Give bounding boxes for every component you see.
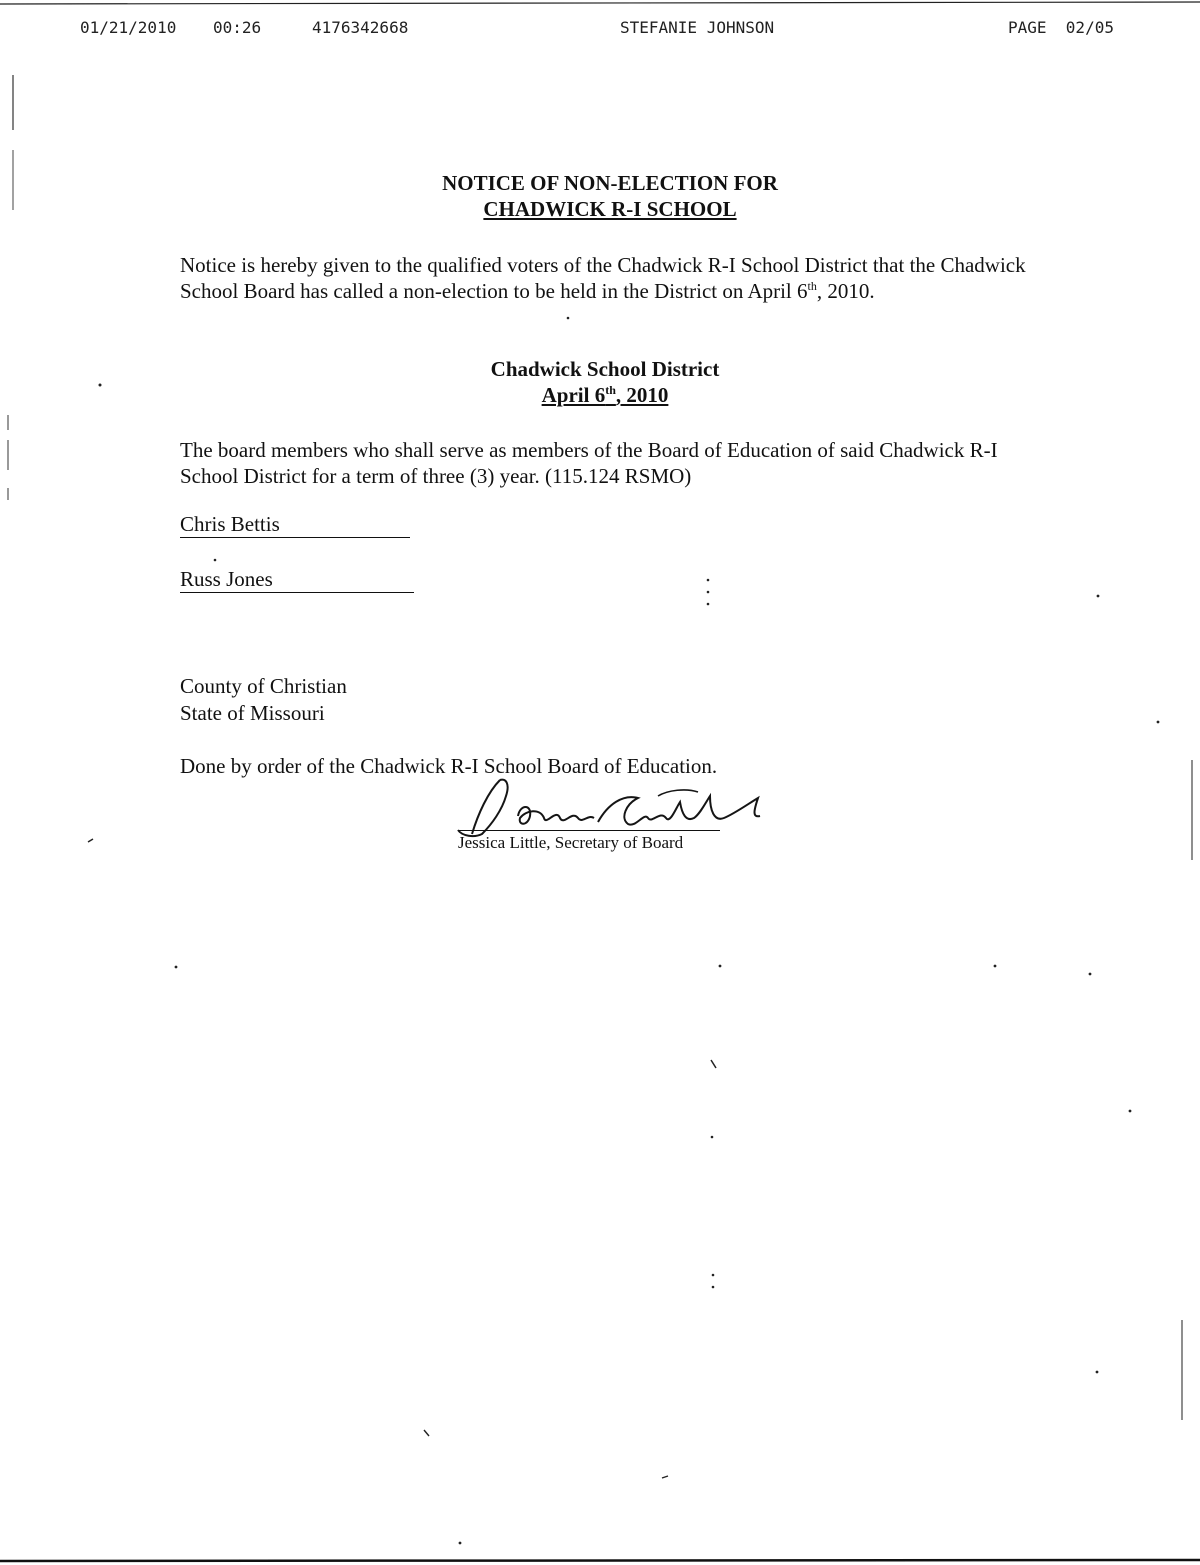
fax-date: 01/21/2010 [80, 18, 177, 37]
title-line-2: CHADWICK R-I SCHOOL [483, 197, 737, 221]
district-name: Chadwick School District [490, 357, 720, 381]
fax-page-number: PAGE 02/05 [1008, 18, 1114, 37]
title-line-1: NOTICE OF NON-ELECTION FOR [442, 171, 778, 195]
signer-caption: Jessica Little, Secretary of Board [458, 833, 684, 852]
fax-phone: 4176342668 [312, 18, 409, 37]
order-statement: Done by order of the Chadwick R-I School Board of Education. [180, 754, 718, 778]
notice-sup: th [807, 279, 817, 293]
county-name: County of Christian [180, 674, 347, 698]
notice-tail: , 2010. [816, 279, 875, 303]
state-name: State of Missouri [180, 701, 325, 725]
district-date-suffix: , 2010 [615, 383, 669, 407]
district-date-prefix: April 6 [541, 383, 606, 407]
board-member-name: Chris Bettis [180, 511, 410, 538]
board-member-name: Russ Jones [180, 566, 414, 593]
board-members-paragraph: The board members who shall serve as members of the Board of Education of said Chadwick R-I School District for a term of three (3) year. (115.124 RSMO) [180, 438, 998, 488]
district-date-sup: th [605, 383, 616, 397]
fax-sender: STEFANIE JOHNSON [620, 18, 775, 37]
notice-text: Notice is hereby given to the qualified voters of the Chadwick R-I School District that the Chadwick School Board has called a non-election to be held in the District on April 6 [180, 253, 1026, 303]
fax-time: 00:26 [213, 18, 262, 37]
